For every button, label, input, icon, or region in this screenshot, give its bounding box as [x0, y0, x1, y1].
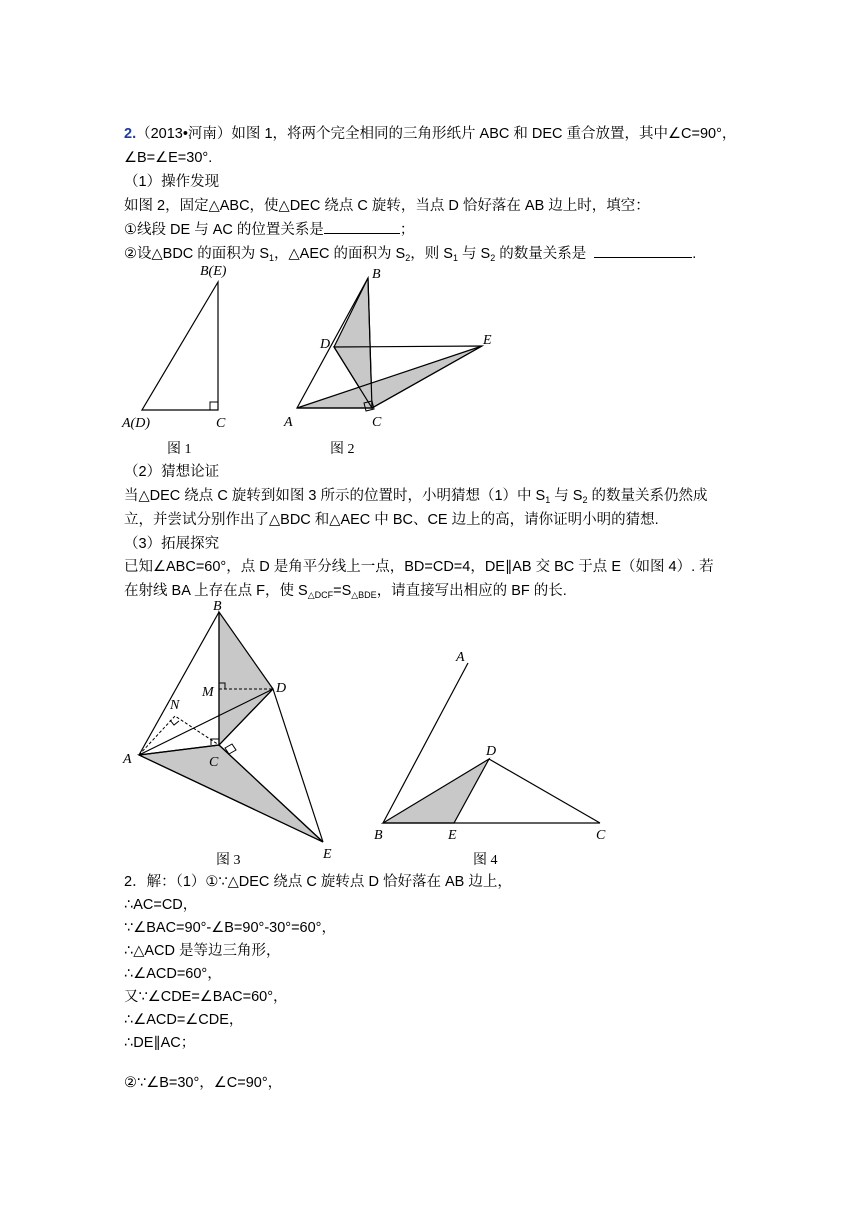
question-1-text: ①线段 DE 与 AC 的位置关系是	[124, 222, 324, 238]
fig4-label-d: D	[486, 744, 497, 759]
fig2-label-c: C	[372, 415, 382, 430]
fig4-shaded-bde	[383, 759, 489, 823]
fig4-label-e: E	[448, 828, 457, 843]
q2-text-b: ，△AEC 的面积为 S	[274, 246, 406, 262]
part2-sub-1: 1	[545, 495, 551, 505]
part2-text-a: 当△DEC 绕点 C 旋转到如图 3 所示的位置时，小明猜想（1）中 S	[124, 488, 546, 504]
part1-text: 如图 2，固定△ABC，使△DEC 绕点 C 旋转，当点 D 恰好落在 AB 边上时，填空：	[124, 198, 650, 214]
problem-intro: （2013•河南）如图 1，将两个完全相同的三角形纸片 ABC 和 DEC 重合放置，其中∠C=90°，	[136, 126, 737, 142]
fig1-label-bl: A(D)	[122, 416, 150, 431]
fig4-label-b: B	[374, 828, 383, 843]
fig3-label-e: E	[323, 847, 332, 862]
part3-text-b: =S	[333, 583, 352, 599]
q2-sub-3: 1	[452, 253, 458, 263]
fig4-label-c: C	[596, 828, 606, 843]
fig1-label-br: C	[216, 416, 226, 431]
part3-sub-dcf: △DCF	[307, 590, 334, 600]
question-1	[124, 219, 414, 240]
fig2-label-d: D	[320, 337, 331, 352]
fig2-label-a: A	[284, 415, 293, 430]
fig1-label-top: B(E)	[200, 264, 227, 279]
fig4-caption: 图 4	[473, 853, 498, 868]
fig3-label-c: C	[209, 755, 219, 770]
q2-sub-1: 1	[269, 253, 275, 263]
answer-blank-1[interactable]	[324, 219, 400, 234]
q2-sub-2: 2	[405, 253, 411, 263]
part2-sub-2: 2	[582, 495, 588, 505]
fig1-caption: 图 1	[167, 442, 192, 457]
part3-line-1: 已知∠ABC=60°，点 D 是角平分线上一点，BD=CD=4，DE∥AB 交 BC 于点 E（如图 4）. 若	[124, 559, 714, 575]
figure-1	[120, 260, 250, 435]
fig3-label-d: D	[276, 681, 287, 696]
part1-title: （1）操作发现	[124, 174, 220, 190]
fig3-label-m: M	[202, 685, 214, 700]
solution-line-4: ∴△ACD 是等边三角形，	[124, 943, 281, 959]
fig3-label-a: A	[123, 752, 132, 767]
solution-line-3: ∵∠BAC=90°-∠B=90°-30°=60°，	[124, 920, 336, 936]
q2-end: .	[692, 246, 697, 262]
part2-text-b: 与 S	[550, 488, 583, 504]
solution-line-6: 又∵∠CDE=∠BAC=60°，	[124, 989, 288, 1005]
problem-line-1	[124, 124, 736, 144]
part3-sub-bde: △BDE	[351, 590, 377, 600]
solution-line-5: ∴∠ACD=60°，	[124, 966, 222, 982]
solution-line-7: ∴∠ACD=∠CDE，	[124, 1012, 244, 1028]
figure-4	[368, 645, 618, 845]
fig3-shaded-aec	[139, 745, 323, 842]
problem-number: 2.	[124, 126, 137, 142]
figure-2	[280, 260, 500, 435]
q2-text-a: ②设△BDC 的面积为 S	[124, 246, 269, 262]
part2-title: （2）猜想论证	[124, 464, 220, 480]
part3-text-c: ，请直接写出相应的 BF 的长.	[376, 583, 567, 599]
fig3-label-b: B	[213, 599, 222, 614]
part3-title: （3）拓展探究	[124, 536, 220, 552]
q2-text-e: 的数量关系是	[495, 246, 587, 262]
solution-line-8: ∴DE∥AC；	[124, 1035, 196, 1051]
q2-text-d: 与 S	[457, 246, 491, 262]
part2-text-c: 的数量关系仍然成	[587, 488, 708, 504]
fig3-label-n: N	[170, 698, 180, 713]
fig2-label-e: E	[483, 333, 492, 348]
part3-text-a: 在射线 BA 上存在点 F，使 S	[124, 583, 308, 599]
question-1-end: ；	[399, 222, 415, 238]
part2-line-2: 立，并尝试分别作出了△BDC 和△AEC 中 BC、CE 边上的高，请你证明小明的猜想.	[124, 512, 659, 528]
figure-3	[115, 596, 345, 862]
solution-line-1: 2．解：（1）①∵△DEC 绕点 C 旋转点 D 恰好落在 AB 边上，	[124, 874, 512, 890]
problem-line-2: ∠B=∠E=30°.	[124, 150, 213, 166]
fig2-caption: 图 2	[330, 442, 355, 457]
part2-line-1	[124, 486, 708, 510]
fig3-caption: 图 3	[216, 853, 241, 868]
q2-sub-4: 2	[490, 253, 496, 263]
q2-text-c: ，则 S	[410, 246, 453, 262]
answer-blank-2[interactable]	[594, 243, 692, 258]
fig4-label-a: A	[456, 650, 465, 665]
solution-line-9: ②∵∠B=30°，∠C=90°，	[124, 1075, 283, 1091]
solution-line-2: ∴AC=CD，	[124, 897, 198, 913]
fig3-shaded-bdc	[219, 612, 273, 745]
fig2-label-b: B	[372, 267, 381, 282]
